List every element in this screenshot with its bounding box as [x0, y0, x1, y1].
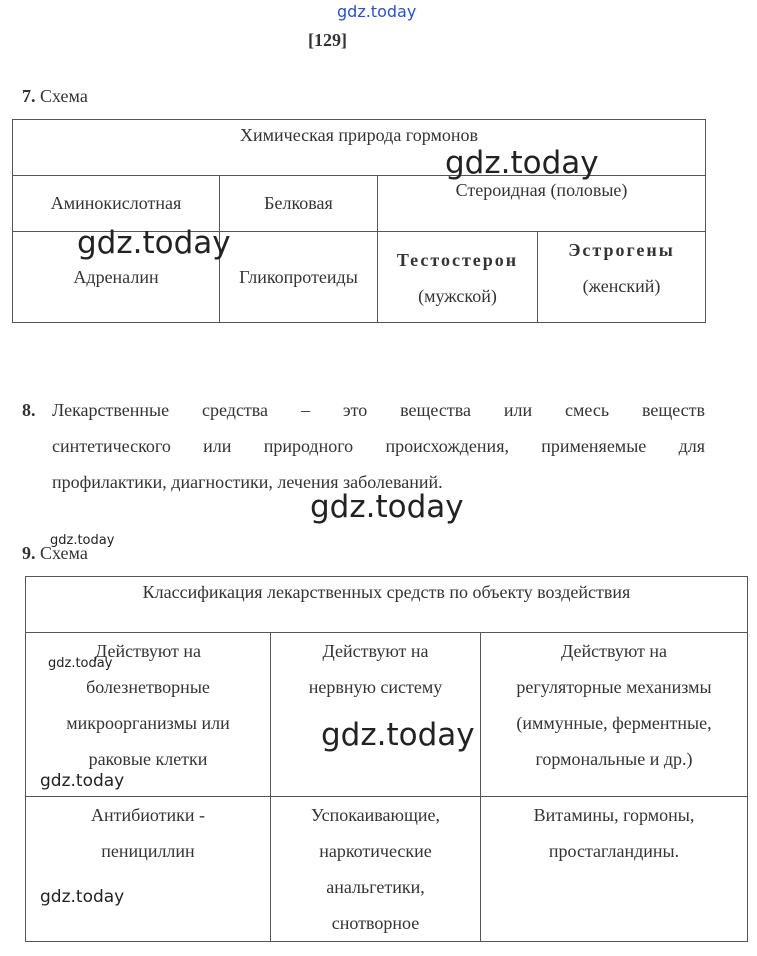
- example-adrenaline: Адреналин: [13, 232, 220, 323]
- page-number: [129]: [308, 30, 347, 50]
- task9-title: Схема: [40, 543, 88, 563]
- col-aminoacid: Аминокислотная: [13, 176, 220, 232]
- task7-heading: [22, 86, 88, 107]
- watermark: gdz.today: [310, 489, 464, 525]
- example-antibiotics: Антибиотики - пенициллин: [26, 797, 271, 942]
- task8-definition: Лекарственные средства – это вещества или смесь веществ синтетического или природного происхождения, применяемые для профилактики, диагностики, лечения заболеваний.: [52, 400, 705, 492]
- example-vitamins: Витамины, гормоны, простагландины.: [481, 797, 748, 942]
- watermark: gdz.today: [50, 533, 115, 548]
- watermark: gdz.today: [48, 656, 113, 671]
- col-pathogens: Действуют на болезнетворные микроорганизмы или раковые клетки: [26, 633, 271, 797]
- col-protein: Белковая: [220, 176, 378, 232]
- example-sedatives: Успокаивающие, наркотические анальгетики, снотворное: [271, 797, 481, 942]
- drugs-table: [25, 576, 748, 942]
- example-estrogens: Эстрогены (женский): [538, 232, 706, 323]
- col-steroid: Стероидная (половые): [378, 176, 706, 232]
- task9-number: 9.: [22, 543, 36, 563]
- task7-number: 7.: [22, 86, 36, 106]
- col-regulatory: Действуют на регуляторные механизмы (иммунные, ферментные, гормональные и др.): [481, 633, 748, 797]
- hormones-table-header: Химическая природа гормонов: [13, 120, 706, 176]
- watermark: gdz.today: [321, 717, 475, 753]
- watermark: gdz.today: [445, 145, 599, 181]
- watermark-top: gdz.today: [337, 2, 417, 21]
- task7-title: Схема: [40, 86, 88, 106]
- task8-number: 8.: [22, 400, 36, 420]
- example-testosterone: Тестостерон (мужской): [378, 232, 538, 323]
- watermark: gdz.today: [40, 887, 125, 907]
- drugs-table-header: Классификация лекарственных средств по объекту воздействия: [26, 577, 748, 633]
- watermark: gdz.today: [77, 225, 231, 261]
- watermark: gdz.today: [40, 771, 125, 791]
- example-glycoproteins: Гликопротеиды: [220, 232, 378, 323]
- hormones-table: [12, 119, 706, 323]
- col-nervous-system: Действуют на нервную систему: [271, 633, 481, 797]
